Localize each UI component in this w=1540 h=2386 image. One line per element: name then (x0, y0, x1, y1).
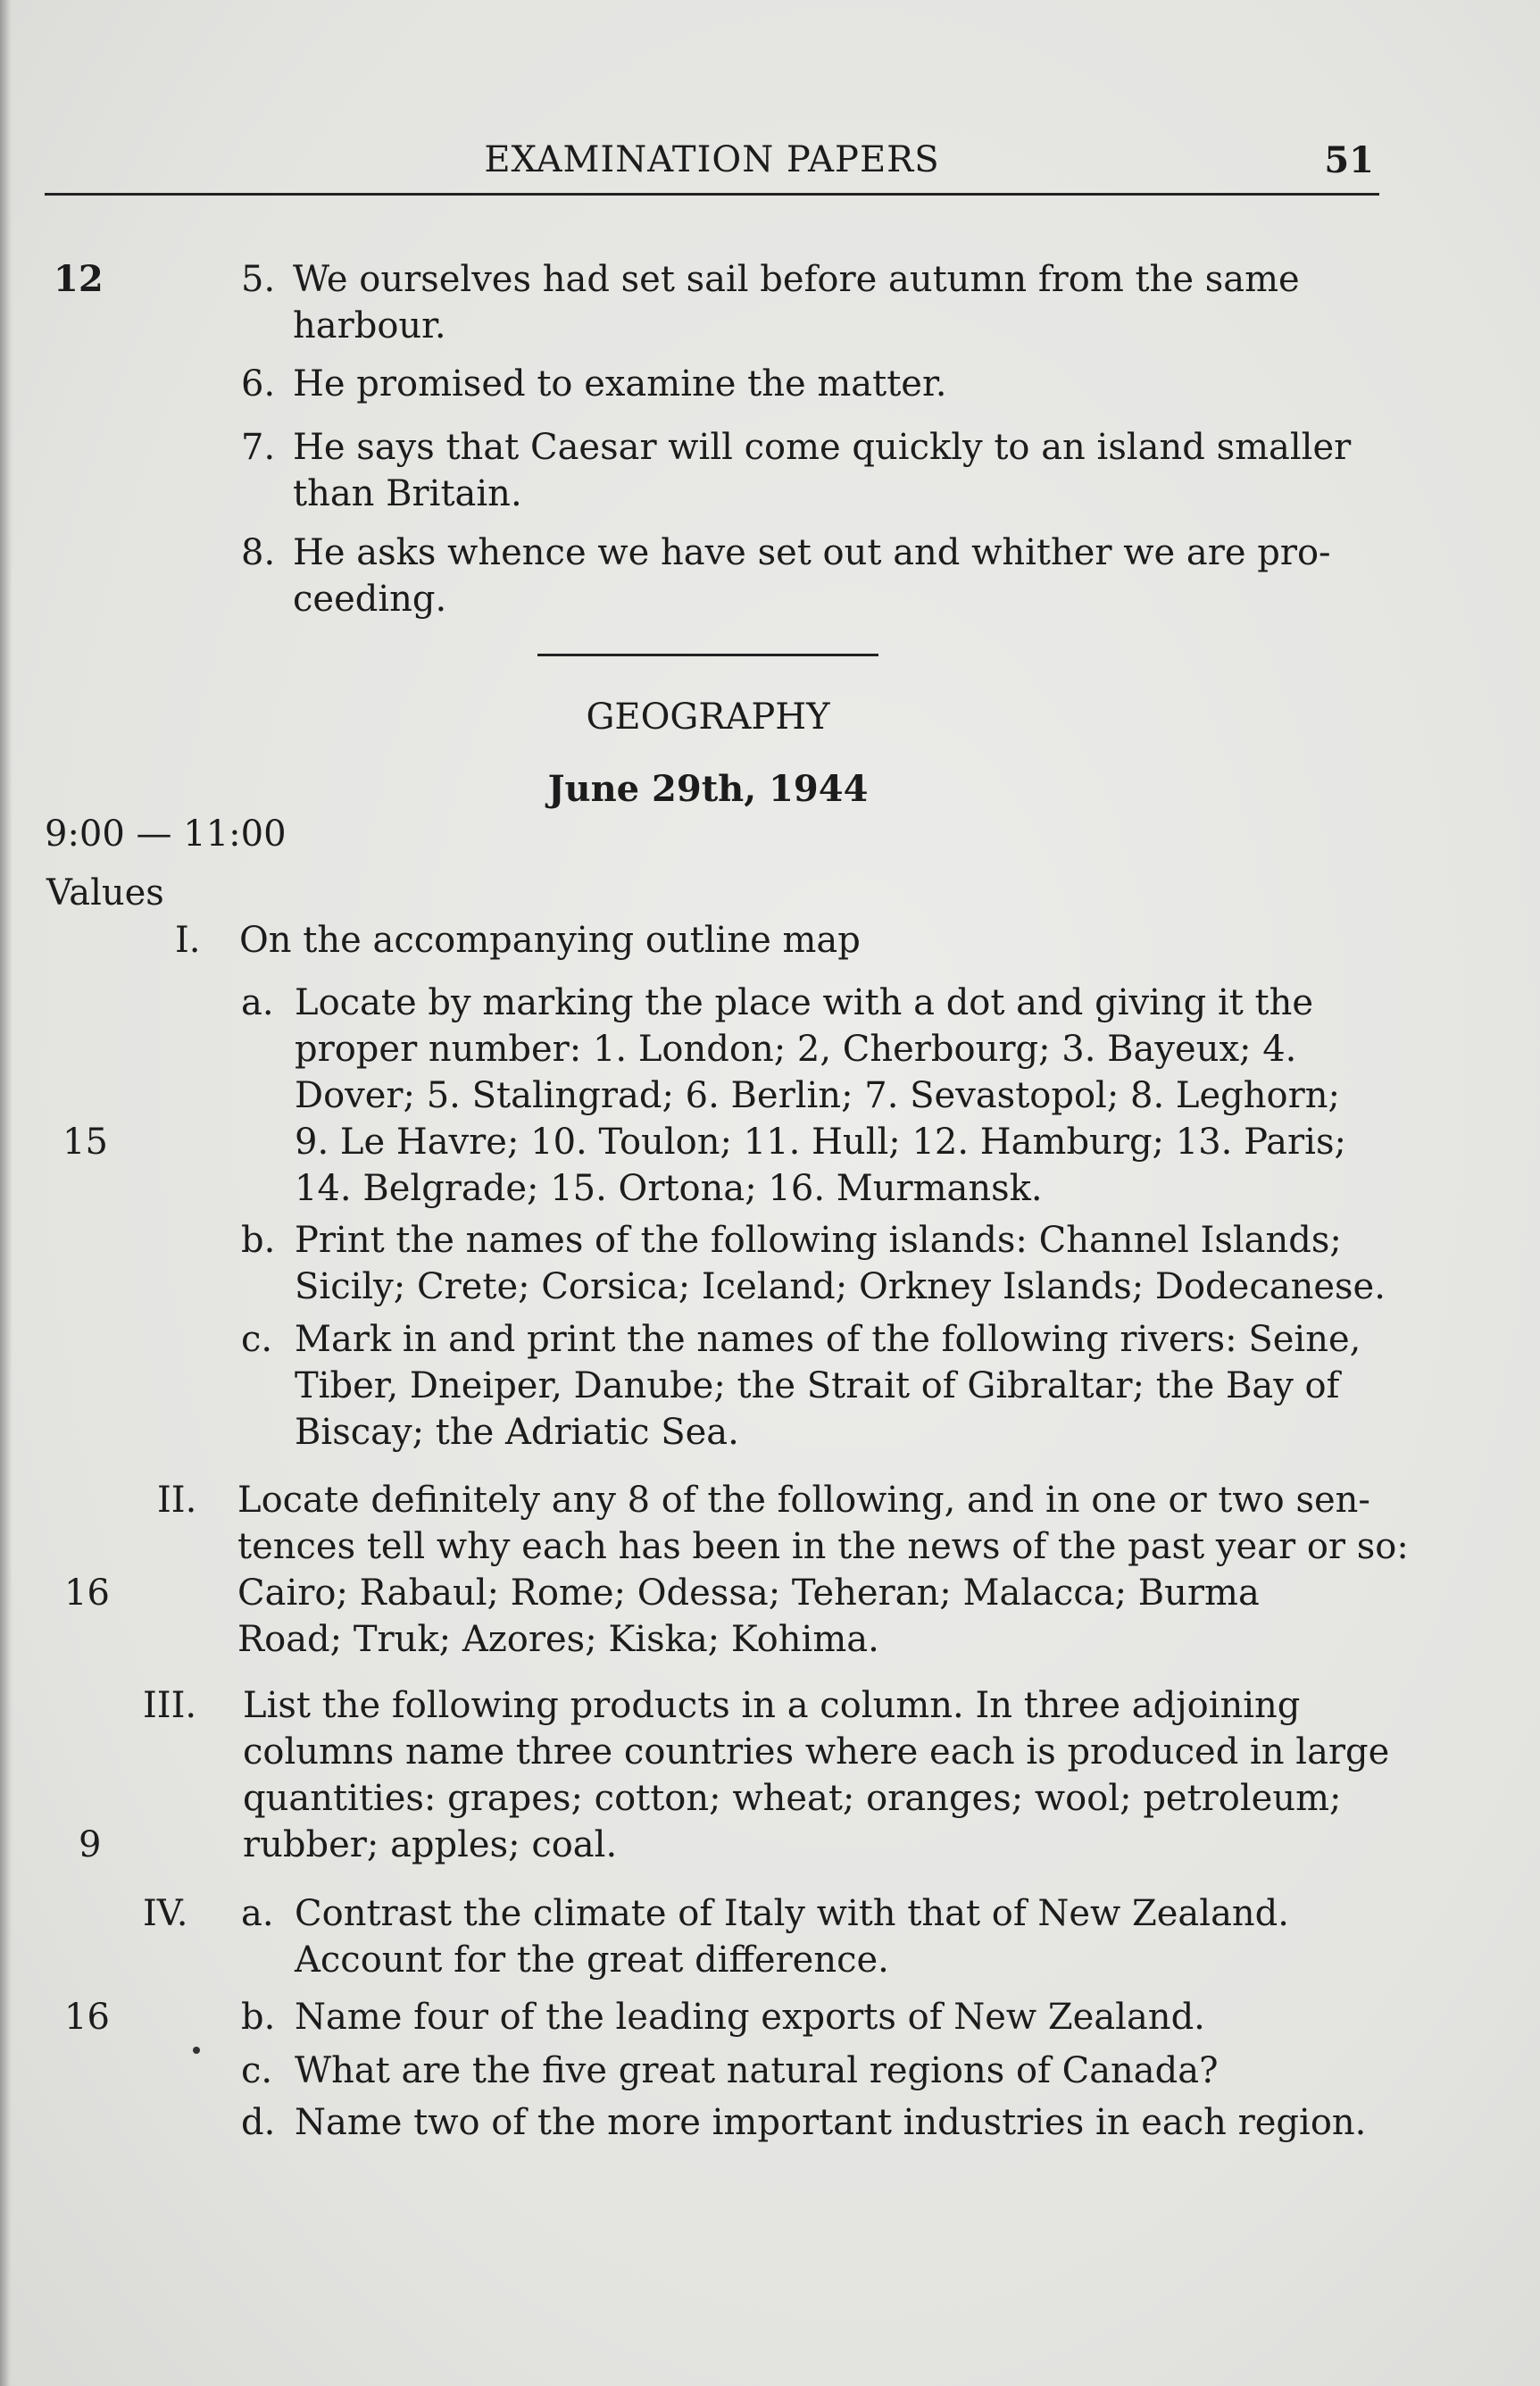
item-line: He asks whence we have set out and whither we are pro- (293, 532, 1331, 573)
subitem-line: Sicily; Crete; Corsica; Iceland; Orkney Islands; Dodecanese. (295, 1266, 1386, 1307)
value-marks: 16 (64, 1573, 110, 1614)
book-spine-shadow (0, 0, 12, 2386)
subitem-letter: a. (241, 1893, 274, 1934)
subitem-line: Name four of the leading exports of New Zealand. (295, 1997, 1205, 2038)
item-line: He says that Caesar will come quickly to an island smaller (293, 427, 1352, 468)
values-label: Values (46, 872, 164, 914)
subitem-line: Locate by marking the place with a dot and giving it the (295, 982, 1314, 1023)
question-line: tences tell why each has been in the news of the past year or so: (237, 1526, 1409, 1567)
item-line: He promised to examine the matter. (293, 363, 947, 405)
subitem-line: 9. Le Havre; 10. Toulon; 11. Hull; 12. Hamburg; 13. Paris; (295, 1122, 1346, 1163)
question-line: Road; Truk; Azores; Kiska; Kohima. (237, 1619, 879, 1660)
value-marks: 15 (62, 1122, 108, 1163)
question-line: columns name three countries where each is produced in large (243, 1731, 1390, 1773)
exam-time: 9:00 — 11:00 (45, 813, 287, 855)
subitem-letter: c. (241, 1319, 273, 1360)
subitem-line: 14. Belgrade; 15. Ortona; 16. Murmansk. (295, 1168, 1043, 1209)
value-marks: 16 (64, 1997, 110, 2038)
question-line: Locate definitely any 8 of the following, and in one or two sen- (237, 1480, 1370, 1521)
question-number: III. (143, 1685, 197, 1726)
subitem-line: Mark in and print the names of the following rivers: Seine, (295, 1319, 1361, 1360)
item-number: 5. (241, 259, 276, 300)
subitem-line: proper number: 1. London; 2, Cherbourg; 3. Bayeux; 4. (295, 1029, 1297, 1070)
question-number: I. (175, 920, 201, 961)
subitem-letter: a. (241, 982, 274, 1023)
question-line: rubber; apples; coal. (243, 1824, 618, 1865)
subitem-line: What are the five great natural regions of Canada? (295, 2050, 1219, 2091)
question-line: quantities: grapes; cotton; wheat; oranges; wool; petroleum; (243, 1778, 1342, 1819)
item-line: We ourselves had set sail before autumn from the same (293, 259, 1300, 300)
subitem-letter: b. (241, 1220, 276, 1261)
item-line: than Britain. (293, 473, 522, 514)
subitem-letter: b. (241, 1997, 276, 2038)
exam-date: June 29th, 1944 (547, 768, 869, 810)
question-line: List the following products in a column. In three adjoining (243, 1685, 1301, 1726)
subitem-line: Print the names of the following islands: Channel Islands; (295, 1220, 1342, 1261)
item-number: 6. (241, 363, 276, 405)
header-title: EXAMINATION PAPERS (484, 139, 940, 180)
subitem-letter: c. (241, 2050, 273, 2091)
question-line: Cairo; Rabaul; Rome; Odessa; Teheran; Malacca; Burma (237, 1573, 1260, 1614)
subitem-line: Biscay; the Adriatic Sea. (295, 1412, 739, 1453)
subitem-line: Name two of the more important industries in each region. (295, 2102, 1367, 2143)
subitem-letter: d. (241, 2102, 276, 2143)
subitem-line: Tiber, Dneiper, Danube; the Strait of Gibraltar; the Bay of (295, 1365, 1340, 1406)
item-number: 8. (241, 532, 276, 573)
section-title: GEOGRAPHY (586, 697, 830, 738)
page-number: 51 (1324, 139, 1374, 181)
item-line: harbour. (293, 305, 446, 346)
question-number: IV. (143, 1893, 188, 1934)
item-number: 7. (241, 427, 276, 468)
subitem-line: Account for the great difference. (295, 1940, 889, 1981)
subitem-line: Contrast the climate of Italy with that of New Zealand. (295, 1893, 1290, 1934)
item-line: ceeding. (293, 579, 447, 620)
subitem-line: Dover; 5. Stalingrad; 6. Berlin; 7. Sevastopol; 8. Leghorn; (295, 1075, 1340, 1116)
running-header (45, 139, 1379, 196)
ink-speck (193, 2047, 200, 2054)
question-number: II. (157, 1480, 197, 1521)
value-marks: 12 (54, 258, 104, 300)
question-text: On the accompanying outline map (239, 920, 861, 961)
section-divider (537, 654, 878, 656)
value-marks: 9 (79, 1824, 102, 1865)
